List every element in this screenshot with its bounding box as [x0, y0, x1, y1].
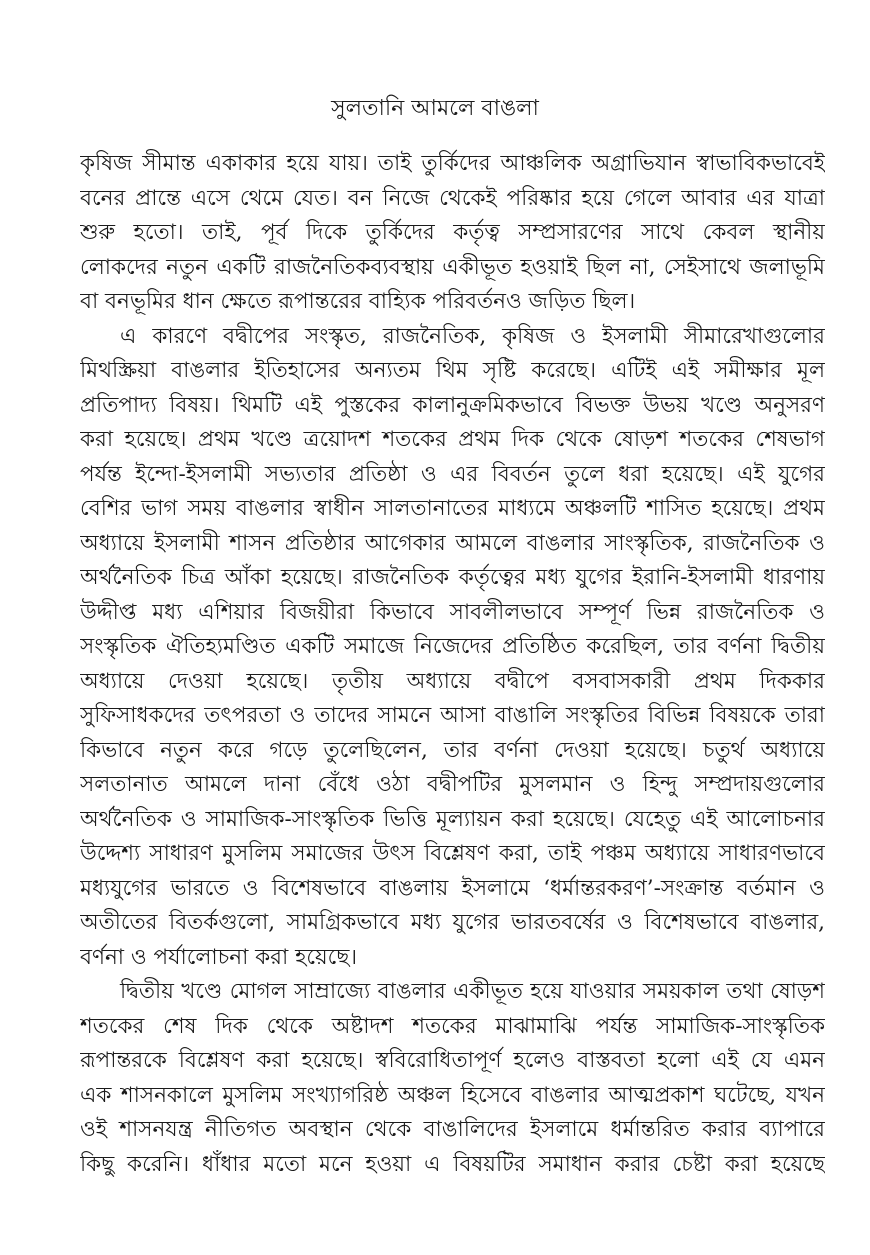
- paragraph: [80, 975, 825, 1182]
- text-line: এ কারণে বদ্বীপের সংস্কৃত, রাজনৈতিক, কৃষিজ ও ইসলামী সীমারেখাগুলোর: [120, 323, 825, 349]
- text-line: অর্থনৈতিক চিত্র আঁকা হয়েছে। রাজনৈতিক কর্তৃত্বের মধ্য যুগের ইরানি-ইসলামী ধারণায়: [80, 565, 825, 590]
- paragraph: [80, 320, 825, 976]
- text-line: মধ্যযুগের ভারতে ও বিশেষভাবে বাঙলায় ইসলামে ‘ধর্মান্তরকরণ’-সংক্রান্ত বর্তমান ও: [80, 875, 825, 901]
- text-line: করা হয়েছে। প্রথম খণ্ডে ত্রয়োদশ শতকের প্রথম দিক থেকে ষোড়শ শতকের শেষভাগ: [80, 427, 825, 452]
- text-line: অধ্যায়ে দেওয়া হয়েছে। তৃতীয় অধ্যায়ে বদ্বীপে বসবাসকারী প্রথম দিককার: [80, 668, 825, 694]
- text-line: বেশির ভাগ সময় বাঙলার স্বাধীন সালতানাতের মাধ্যমে অঞ্চলটি শাসিত হয়েছে। প্রথম: [80, 496, 825, 521]
- text-line: উদ্দীপ্ত মধ্য এশিয়ার বিজয়ীরা কিভাবে সাবলীলভাবে সম্পূর্ণ ভিন্ন রাজনৈতিক ও: [80, 599, 825, 625]
- paragraph: [80, 147, 825, 320]
- text-line: কিভাবে নতুন করে গড়ে তুলেছিলেন, তার বর্ণনা দেওয়া হয়েছে। চতুর্থ অধ্যায়ে: [80, 737, 825, 763]
- text-line: কিছু করেনি। ধাঁধার মতো মনে হওয়া এ বিষয়টির সমাধান করার চেষ্টা করা হয়েছে: [80, 1151, 825, 1177]
- text-line: রূপান্তরকে বিশ্লেষণ করা হয়েছে। স্ববিরোধিতাপূর্ণ হলেও বাস্তবতা হলো এই যে এমন: [80, 1048, 825, 1073]
- body-text: [80, 147, 825, 1182]
- text-line: ওই শাসনযন্ত্র নীতিগত অবস্থান থেকে বাঙালিদের ইসলামে ধর্মান্তরিত করার ব্যাপারে: [80, 1117, 825, 1142]
- text-line: শতকের শেষ দিক থেকে অষ্টাদশ শতকের মাঝামাঝি পর্যন্ত সামাজিক-সাংস্কৃতিক: [80, 1013, 825, 1039]
- text-line: উদ্দেশ্য সাধারণ মুসলিম সমাজের উৎস বিশ্লেষণ করা, তাই পঞ্চম অধ্যায়ে সাধারণভাবে: [80, 841, 825, 866]
- text-line: লোকদের নতুন একটি রাজনৈতিকব্যবস্থায় একীভূত হওয়াই ছিল না, সেইসাথে জলাভূমি: [80, 254, 825, 280]
- text-line: সলতানাত আমলে দানা বেঁধে ওঠা বদ্বীপটির মুসলমান ও হিন্দু সম্প্রদায়গুলোর: [80, 772, 825, 797]
- running-head: সুলতানি আমলে বাঙলা: [331, 96, 539, 121]
- text-line: বা বনভূমির ধান ক্ষেতে রূপান্তরের বাহ্যিক পরিবর্তনও জড়িত ছিল।: [80, 289, 636, 314]
- text-line: সুফিসাধকদের তৎপরতা ও তাদের সামনে আসা বাঙালি সংস্কৃতির বিভিন্ন বিষয়কে তারা: [80, 703, 825, 728]
- text-line: মিথস্ক্রিয়া বাঙলার ইতিহাসের অন্যতম থিম সৃষ্টি করেছে। এটিই এই সমীক্ষার মূল: [80, 358, 825, 383]
- text-line: প্রতিপাদ্য বিষয়। থিমটি এই পুস্তকের কালানুক্রমিকভাবে বিভক্ত উভয় খণ্ডে অনুসরণ: [80, 392, 825, 418]
- text-line: দ্বিতীয় খণ্ডে মোগল সাম্রাজ্যে বাঙলার একীভূত হয়ে যাওয়ার সময়কাল তথা ষোড়শ: [120, 979, 825, 1004]
- text-line: বর্ণনা ও পর্যালোচনা করা হয়েছে।: [80, 944, 358, 970]
- text-line: বনের প্রান্তে এসে থেমে যেত। বন নিজে থেকেই পরিষ্কার হয়ে গেলে আবার এর যাত্রা: [80, 185, 825, 211]
- text-line: সংস্কৃতিক ঐতিহ্যমণ্ডিত একটি সমাজে নিজেদের প্রতিষ্ঠিত করেছিল, তার বর্ণনা দ্বিতীয়: [80, 634, 825, 659]
- text-line: অধ্যায়ে ইসলামী শাসন প্রতিষ্ঠার আগেকার আমলে বাঙলার সাংস্কৃতিক, রাজনৈতিক ও: [80, 530, 825, 556]
- text-line: অর্থনৈতিক ও সামাজিক-সাংস্কৃতিক ভিত্তি মূল্যায়ন করা হয়েছে। যেহেতু এই আলোচনার: [80, 806, 825, 832]
- text-line: অতীতের বিতর্কগুলো, সামগ্রিকভাবে মধ্য যুগের ভারতবর্ষের ও বিশেষভাবে বাঙলার,: [80, 910, 825, 935]
- text-line: এক শাসনকালে মুসলিম সংখ্যাগরিষ্ঠ অঞ্চল হিসেবে বাঙলার আত্মপ্রকাশ ঘটেছে, যখন: [80, 1082, 825, 1108]
- text-line: কৃষিজ সীমান্ত একাকার হয়ে যায়। তাই তুর্কিদের আঞ্চলিক অগ্রাভিযান স্বাভাবিকভাবেই: [80, 151, 825, 176]
- text-line: শুরু হতো। তাই, পূর্ব দিকে তুর্কিদের কর্তৃত্ব সম্প্রসারণের সাথে কেবল স্থানীয়: [80, 220, 825, 245]
- text-line: পর্যন্ত ইন্দো-ইসলামী সভ্যতার প্রতিষ্ঠা ও এর বিবর্তন তুলে ধরা হয়েছে। এই যুগের: [80, 461, 825, 487]
